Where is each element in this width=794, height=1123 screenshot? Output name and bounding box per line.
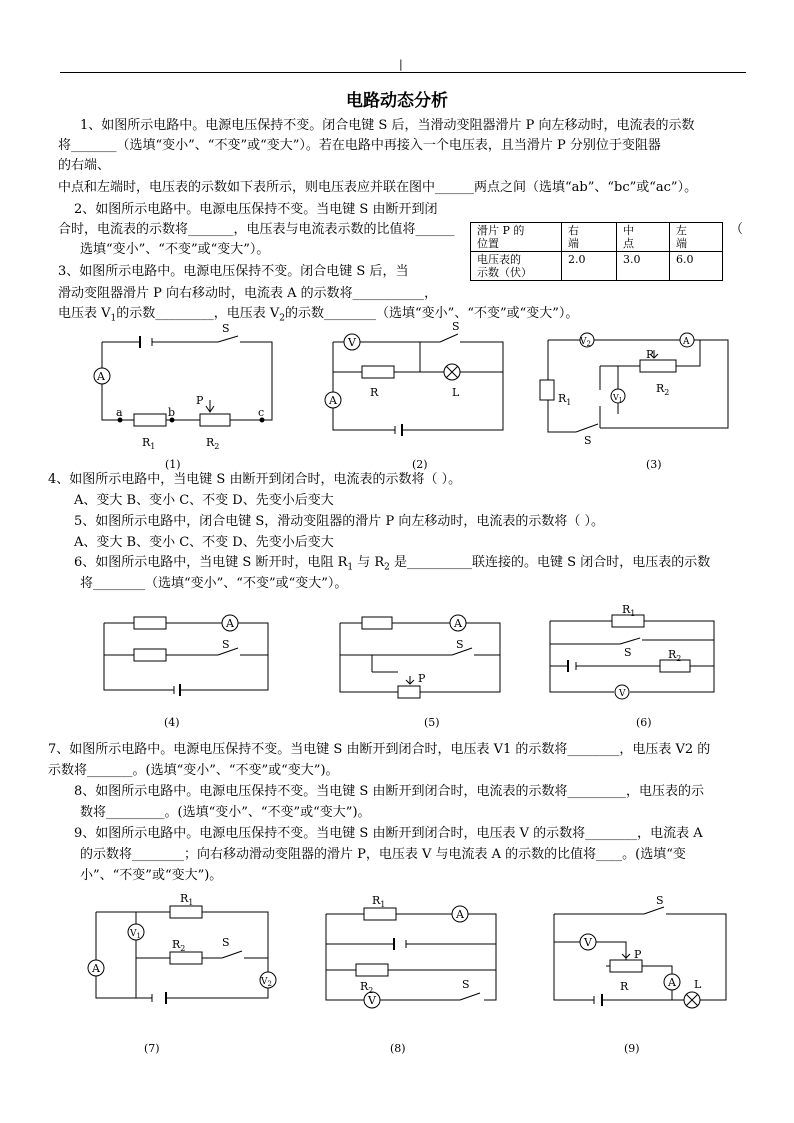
q3-line1: 3、如图所示电路中。电源电压保持不变。闭合电键 S 后，当 [58, 264, 409, 279]
voltmeter-label: V [619, 689, 626, 699]
r1-label: $R_1$ [558, 392, 572, 407]
r2-label: $R_2$ [360, 980, 374, 995]
q8-line1: 8、如图所示电路中。电源电压保持不变。当电键 S 由断开到闭合时，电流表的示数将_________，电压表的示 [74, 784, 704, 799]
resistor-label: R [620, 980, 629, 993]
figure-caption: (7) [144, 1042, 160, 1055]
v1-label: $V_1$ [613, 393, 623, 404]
switch-label: S [452, 320, 460, 333]
r2-label: $R_2$ [206, 436, 220, 451]
r2-label: $R_2$ [656, 382, 670, 397]
q7-line1: 7、如图所示电路中。电源电压保持不变。当电键 S 由断开到闭合时，电压表 V1 的示数将________，电压表 V2 的 [48, 742, 711, 757]
switch-label: S [584, 434, 592, 447]
figure-caption: (4) [164, 716, 180, 729]
ammeter-label: A [329, 394, 337, 407]
switch-label: S [462, 978, 470, 991]
figure-caption: (5) [424, 716, 440, 729]
q5-options: A、变大 B、变小 C、不变 D、先变小后变大 [74, 535, 334, 550]
r1-label: $R_1$ [622, 603, 636, 618]
ammeter-label: A [456, 908, 464, 921]
figure-caption: (8) [390, 1042, 406, 1055]
q1-line3: 的右端、 [58, 158, 111, 173]
page-mark: | [399, 58, 403, 71]
table-cell: 滑片 P 的 位置 [471, 223, 562, 252]
r2-label: $R_2$ [668, 648, 682, 663]
q1-line4: 中点和左端时，电压表的示数如下表所示，则电压表应并联在图中______两点之间（选填“ab”、“bc”或“ac”）。 [58, 180, 698, 195]
q5-line1: 5、如图所示电路中，闭合电键 S，滑动变阻器的滑片 P 向左移动时，电流表的示数将（ ）。 [74, 514, 604, 529]
circuit-figure-6 [550, 603, 714, 729]
ammeter-label: A [97, 370, 105, 383]
point-b-label: b [168, 406, 176, 419]
r1-label: $R_1$ [142, 436, 156, 451]
q9-line1: 9、如图所示电路中。电源电压保持不变。当电键 S 由断开到闭合时，电压表 V 的示数将________，电流表 A [74, 826, 703, 841]
lamp-label: L [452, 386, 460, 399]
ammeter-label: A [454, 617, 462, 630]
slider-label: P [634, 948, 642, 961]
voltmeter-label: V [368, 994, 376, 1007]
switch-label: S [222, 638, 230, 651]
q6-line1: 6、如图所示电路中，当电键 S 断开时，电阻 $R_1$ 与 $R_2$ 是__________联连接的。电键 S 闭合时，电压表的示数 [74, 555, 711, 573]
q1-line2: 将_______（选填“变小”、“不变”或“变大”）。若在电路中再接入一个电压表，且当滑片 P 分别位于变阻器 [58, 138, 661, 153]
table-cell: 2.0 [562, 252, 617, 281]
q3-line3: 电压表 $V_1$的示数_________，电压表 $V_2$的示数________（选填“变小”、“不变”或“变大”）。 [58, 306, 579, 324]
circuit-figure-4 [104, 615, 268, 729]
ammeter-label: A [668, 976, 676, 989]
page-title: 电路动态分析 [346, 91, 448, 111]
circuit-figure-9 [554, 894, 726, 1055]
v2-label: $V_2$ [261, 977, 272, 988]
r1-label: $R_1$ [180, 892, 194, 907]
ammeter-label: A [226, 617, 234, 630]
q9-line2: 的示数将________；向右移动滑动变阻器的滑片 P，电压表 V 与电流表 A 的示数的比值将____。(选填“变 [80, 847, 686, 862]
r1-label: $R_1$ [372, 894, 386, 909]
q8-line2: 数将_________。(选填“变小”、“不变”或“变大”)。 [80, 805, 371, 820]
circuit-figure-8 [326, 894, 496, 1055]
figure-caption: (1) [165, 458, 181, 471]
resistor-label: R [370, 386, 379, 399]
q2-line1: 2、如图所示电路中。电源电压保持不变。当电键 S 由断开到闭 [74, 202, 438, 217]
table-cell: 中 点 [617, 223, 670, 252]
figure-caption: (3) [646, 458, 662, 471]
circuit-figure-1 [94, 322, 272, 471]
switch-label: S [656, 894, 664, 907]
q4-options: A、变大 B、变小 C、不变 D、先变小后变大 [74, 493, 334, 508]
lamp-label: L [694, 978, 702, 991]
switch-label: S [222, 936, 230, 949]
figure-caption: (2) [412, 458, 428, 471]
table-cell: 右 端 [562, 223, 617, 252]
figure-caption: (6) [636, 716, 652, 729]
circuit-figure-2 [325, 320, 503, 471]
switch-label: S [222, 322, 230, 335]
q7-line2: 示数将_______。(选填“变小”、“不变”或“变大”)。 [48, 763, 339, 778]
q3-line2: 滑动变阻器滑片 P 向右移动时，电流表 A 的示数将___________， [58, 286, 438, 301]
q9-line3: 小”、“不变”或“变大”)。 [80, 868, 223, 883]
table-cell: 电压表的 示数（伏） [471, 252, 562, 281]
q6-line2: 将________（选填“变小”、“不变”或“变大”）。 [80, 576, 348, 591]
voltmeter-label: V [348, 336, 356, 349]
ammeter-label: A [92, 962, 100, 975]
q1-line1: 1、如图所示电路中。电源电压保持不变。闭合电键 S 后，当滑动变阻器滑片 P 向左移动时，电流表的示数 [80, 118, 695, 133]
slider-label: P [418, 672, 426, 685]
q2-line3: 选填“变小”、“不变”或“变大”）。 [80, 242, 270, 257]
table-cell: 3.0 [617, 252, 670, 281]
switch-label: S [456, 638, 464, 651]
ammeter-label: A [683, 337, 690, 347]
q2-line2: 合时，电流表的示数将_______，电压表与电流表示数的比值将______ [58, 222, 455, 237]
r2-label: $R_2$ [172, 938, 186, 953]
v1-label: $V_1$ [130, 929, 141, 940]
table-cell: 左 端 [670, 223, 723, 252]
q2-paren: （ [730, 222, 744, 237]
point-c-label: c [258, 406, 265, 419]
slider-label: P [196, 394, 204, 407]
circuit-figure-7 [88, 892, 276, 1055]
v2-label: $V_2$ [580, 337, 591, 348]
q4-line1: 4、如图所示电路中，当电键 S 由断开到闭合时，电流表的示数将（ ）。 [48, 472, 462, 487]
voltmeter-label: V [584, 936, 592, 949]
slider-label: P [646, 348, 654, 361]
circuit-figure-3 [540, 333, 728, 471]
circuit-figure-5 [340, 615, 500, 729]
figure-caption: (9) [624, 1042, 640, 1055]
table-cell: 6.0 [670, 252, 723, 281]
point-a-label: a [116, 406, 123, 419]
switch-label: S [624, 646, 632, 659]
